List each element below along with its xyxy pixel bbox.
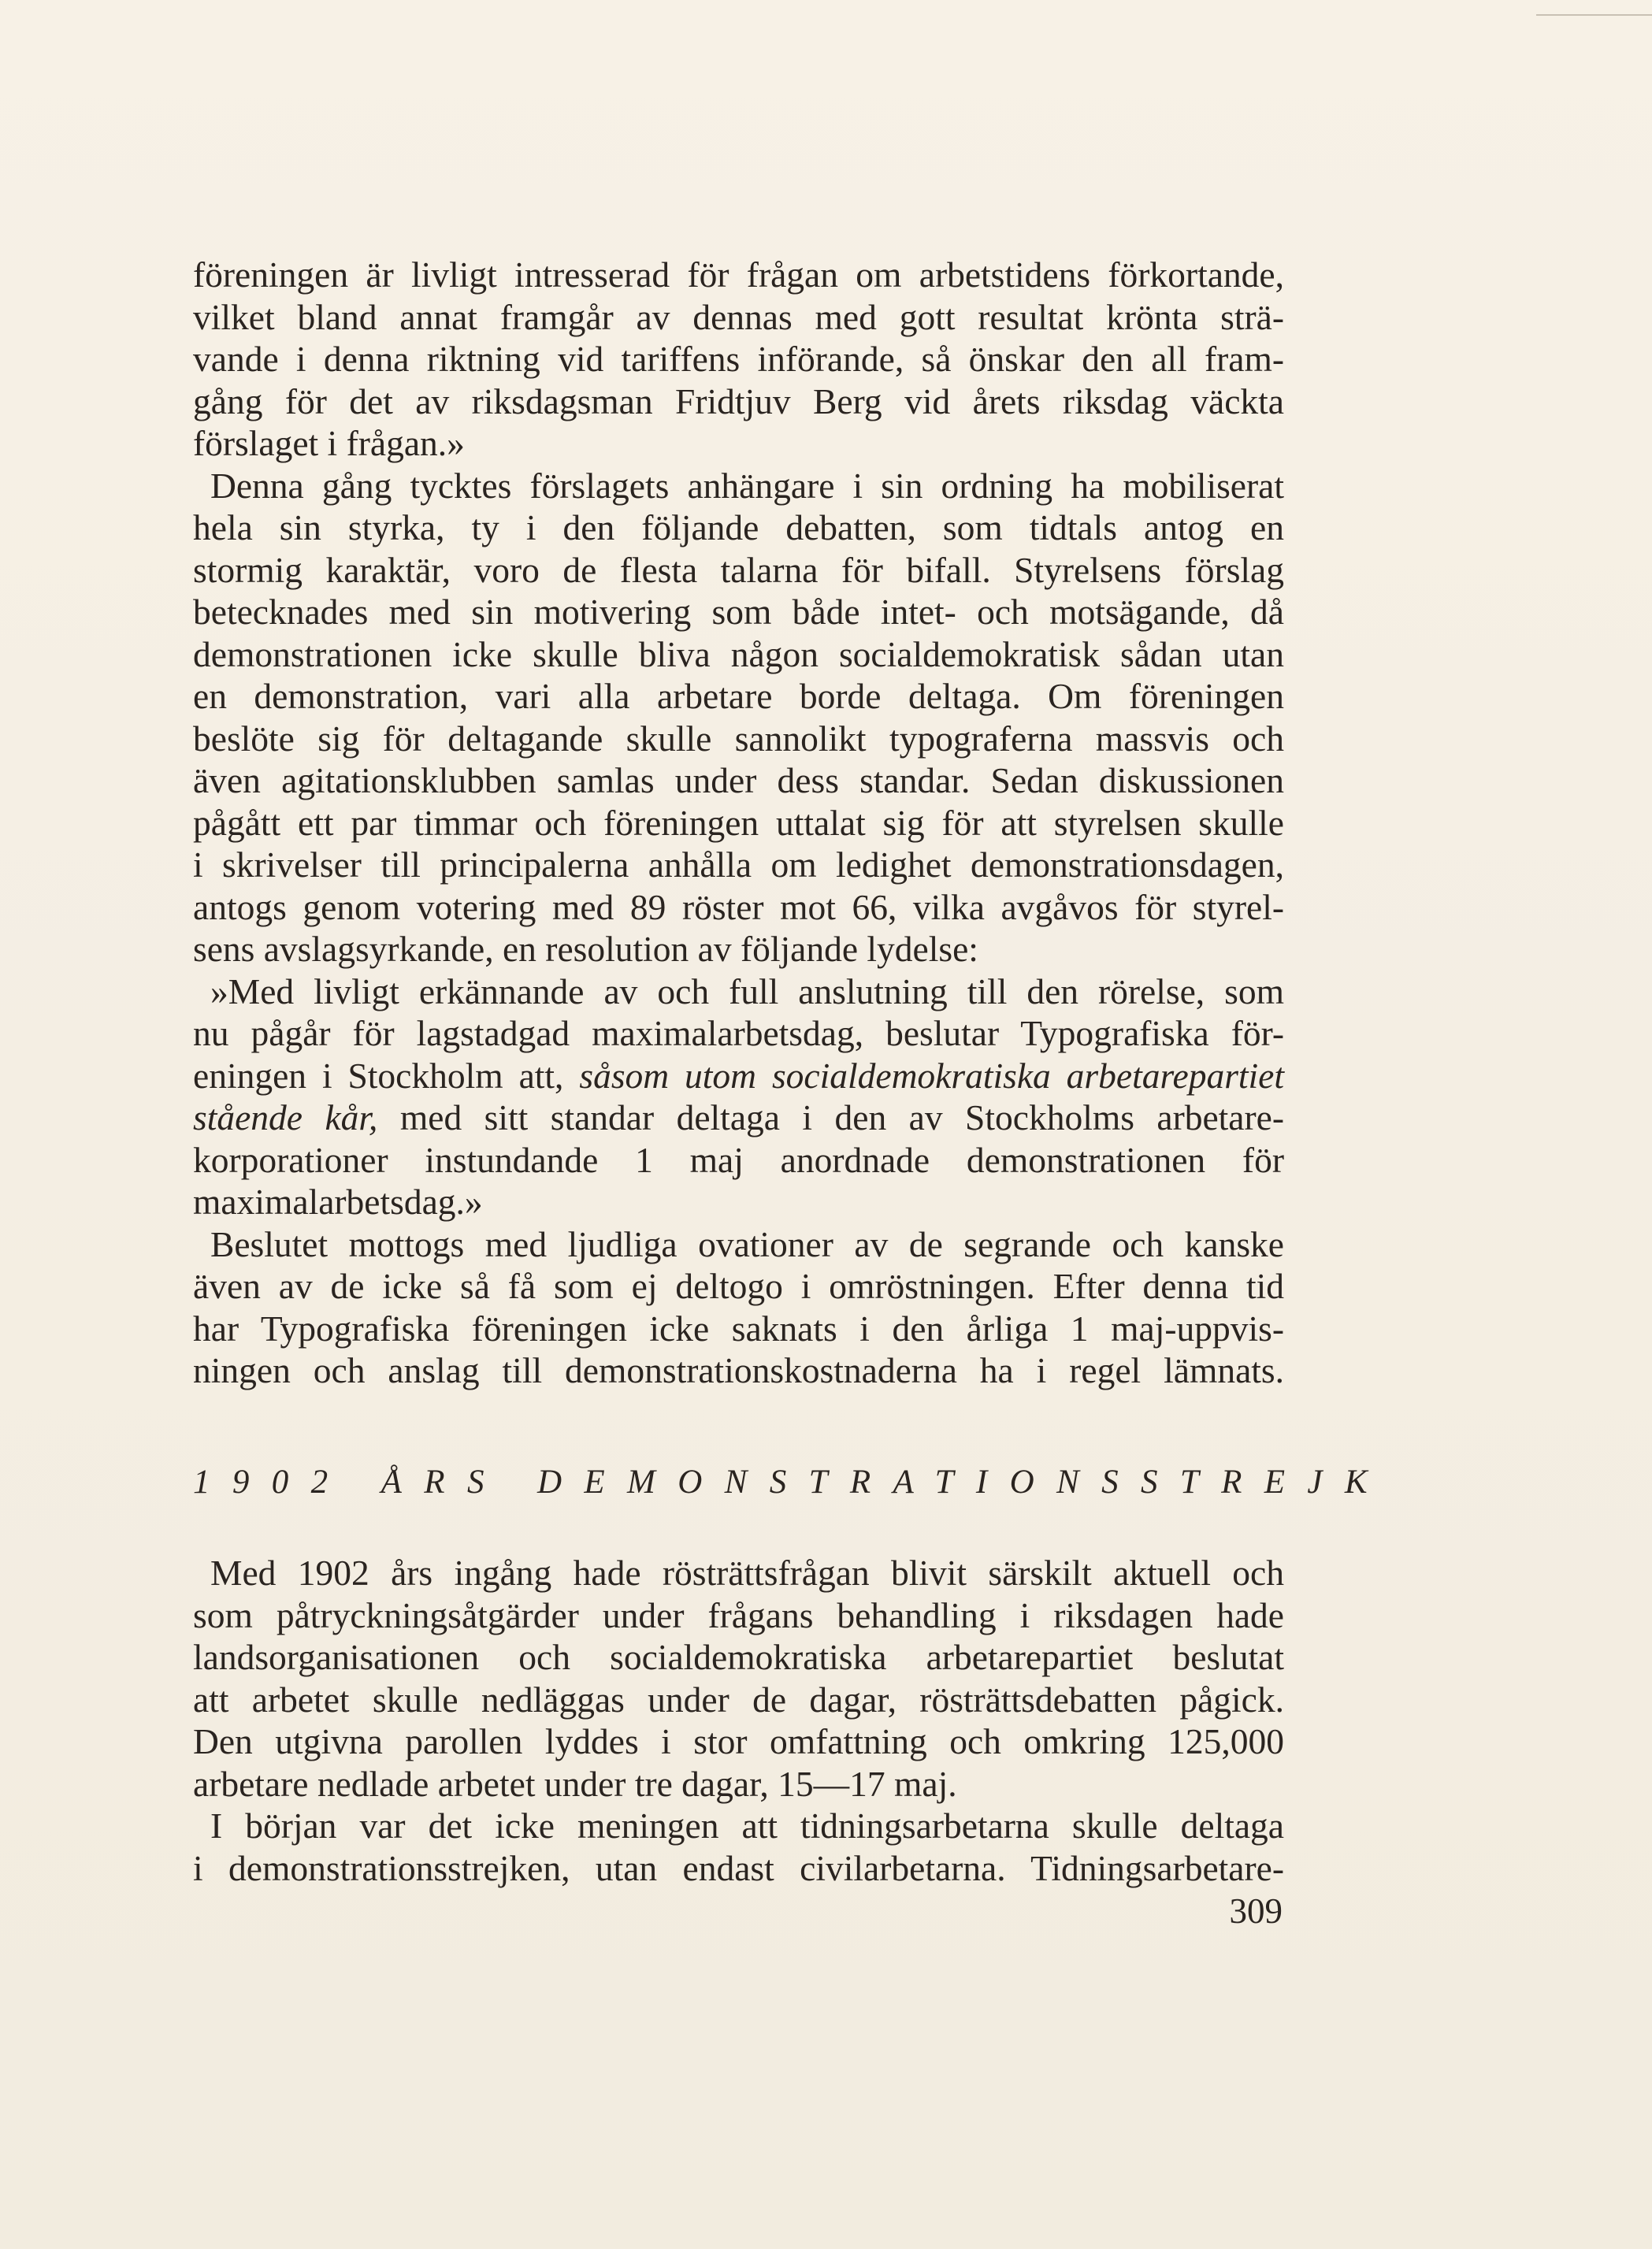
text-line: demonstrationen icke skulle bliva någon socialdemokratisk sådan utan [193,633,1284,674]
text-line: i demonstrationsstrejken, utan endast civilarbetarna. Tidningsarbetare- [193,1847,1284,1888]
text-line-mixed [193,1097,1284,1139]
text-line: Med 1902 års ingång hade rösträttsfrågan blivit särskilt aktuell och [210,1553,1284,1593]
text-line: ningen och anslag till demonstrationskostnaderna ha i regel lämnats. [193,1350,1284,1390]
text-line: pågått ett par timmar och föreningen uttalat sig för att styrelsen skulle [193,802,1284,843]
text-line: som påtryckningsåtgärder under frågans behandling i riksdagen hade [193,1594,1284,1635]
scan-edge-mark [1536,14,1652,16]
text-line: Den utgivna parollen lyddes i stor omfattning och omkring 125,000 [193,1721,1284,1761]
text-line: »Med livligt erkännande av och full anslutning till den rörelse, som [210,970,1284,1011]
section-heading: 1902 ÅRS DEMONSTRATIONSSTREJK [193,1464,1390,1501]
text-line: Beslutet mottogs med ljudliga ovationer av de segrande och kanske [210,1223,1284,1264]
text-line-mixed [193,1055,1284,1097]
text-line: en demonstration, vari alla arbetare borde deltaga. Om föreningen [193,676,1284,716]
text-segment: med sitt standar deltaga i den av Stockholms arbetare- [399,1097,1285,1137]
text-line: har Typografiska föreningen icke saknats i den årliga 1 maj-uppvis- [193,1308,1284,1349]
text-line: stormig karaktär, voro de flesta talarna för bifall. Styrelsens förslag [193,549,1284,590]
text-line: antogs genom votering med 89 röster mot 66, vilka avgåvos för styrel- [193,886,1284,927]
text-line: arbetare nedlade arbetet under tre dagar, 15—17 maj. [193,1763,957,1804]
text-line: i skrivelser till principalerna anhålla om ledighet demonstrationsdagen, [193,844,1284,885]
page-number: 309 [1229,1891,1283,1931]
text-line: hela sin styrka, ty i den följande debatten, som tidtals antog en [193,507,1284,547]
text-line: beslöte sig för deltagande skulle sannolikt typograferna massvis och [193,718,1284,759]
text-line: gång för det av riksdagsman Fridtjuv Berg vid årets riksdag väckta [193,380,1284,421]
text-line: även av de icke så få som ej deltogo i omröstningen. Efter denna tid [193,1266,1284,1306]
text-line: även agitationsklubben samlas under dess standar. Sedan diskussionen [193,760,1284,800]
text-line: betecknades med sin motivering som både intet- och motsägande, då [193,592,1284,632]
text-segment: eningen i Stockholm att, [193,1055,564,1096]
body-text-lower [193,1552,1284,1889]
body-text-upper [193,254,1284,1392]
text-line: föreningen är livligt intresserad för frågan om arbetstidens förkortande, [193,254,1284,295]
text-line: sens avslagsyrkande, en resolution av följande lydelse: [193,929,978,969]
text-line: korporationer instundande 1 maj anordnade demonstrationen för [193,1139,1284,1180]
text-line: vande i denna riktning vid tariffens införande, så önskar den all fram- [193,339,1284,379]
text-line: att arbetet skulle nedläggas under de dagar, rösträttsdebatten pågick. [193,1679,1284,1720]
text-line: förslaget i frågan.» [193,423,465,463]
text-line: maximalarbetsdag.» [193,1182,483,1222]
italic-text-segment: stående kår, [193,1097,378,1137]
text-line: I början var det icke meningen att tidningsarbetarna skulle deltaga [210,1806,1284,1846]
text-line: vilket bland annat framgår av dennas med gott resultat krönta strä- [193,296,1284,337]
text-line: nu pågår för lagstadgad maximalarbetsdag, beslutar Typografiska för- [193,1013,1284,1053]
text-line: landsorganisationen och socialdemokratiska arbetarepartiet beslutat [193,1637,1284,1677]
italic-text-segment: såsom utom socialdemokratiska arbetarepartiet [579,1055,1285,1096]
text-line: Denna gång tycktes förslagets anhängare i sin ordning ha mobiliserat [210,465,1284,506]
